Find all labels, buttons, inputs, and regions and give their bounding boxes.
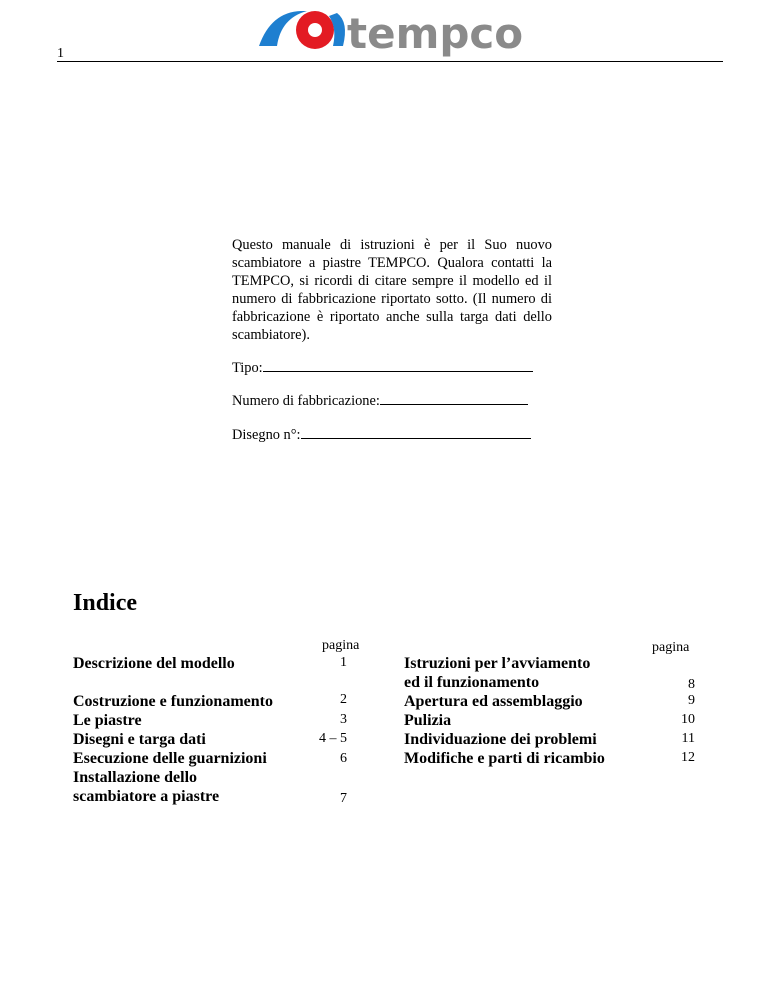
index-entry: Installazione dello	[73, 769, 198, 786]
index-entry: Disegni e targa dati	[73, 731, 206, 748]
logo-text: tempco	[347, 9, 524, 58]
index-entry: Apertura ed assemblaggio	[404, 693, 583, 710]
index-entry-page: 9	[688, 693, 695, 708]
index-title: Indice	[73, 590, 138, 616]
index-entry-page: 6	[340, 751, 347, 766]
field-tipo-label: Tipo:	[232, 360, 263, 376]
index-entry: Descrizione del modello	[73, 655, 235, 672]
index-entry-page: 8	[688, 677, 695, 692]
page-number: 1	[57, 46, 64, 61]
field-disegno-label: Disegno n°:	[232, 427, 301, 443]
intro-paragraph: Questo manuale di istruzioni è per il Suo nuovo scambiatore a piastre TEMPCO. Qualora contatti la TEMPCO, si ricordi di citare sempre il modello ed il numero di fabbricazione riportato sotto. (Il numero di fabbricazione è riportato anche sulla targa dati dello scambiatore).	[232, 237, 552, 343]
index-entry: Pulizia	[404, 712, 452, 729]
index-entry: Modifiche e parti di ricambio	[404, 750, 605, 767]
field-numero-label: Numero di fabbricazione:	[232, 393, 380, 409]
index-entry: Esecuzione delle guarnizioni	[73, 750, 267, 767]
index-entry: ed il funzionamento	[404, 674, 540, 691]
field-disegno-line	[301, 424, 531, 439]
logo-white-dot	[308, 23, 322, 37]
index-entry: Le piastre	[73, 712, 142, 729]
right-column-page-header: pagina	[652, 640, 690, 655]
index-entry-page: 2	[340, 692, 347, 707]
index-entry-page: 4 – 5	[319, 731, 347, 746]
index-entry-page: 3	[340, 712, 347, 727]
field-tipo	[232, 357, 533, 377]
index-entry-page: 11	[681, 731, 695, 746]
field-numero	[232, 390, 528, 410]
tempco-logo	[257, 6, 557, 60]
index-entry: Individuazione dei problemi	[404, 731, 597, 748]
index-entry-page: 12	[681, 750, 695, 765]
index-entry: scambiatore a piastre	[73, 788, 220, 805]
index-entry-page: 1	[340, 655, 347, 670]
field-numero-line	[380, 390, 528, 405]
index-entry-page: 10	[681, 712, 695, 727]
index-entry: Istruzioni per l’avviamento	[404, 655, 591, 672]
index-entry-page: 7	[340, 791, 347, 806]
left-column-page-header: pagina	[322, 638, 360, 653]
index-entry: Costruzione e funzionamento	[73, 693, 273, 710]
field-tipo-line	[263, 357, 533, 372]
field-disegno	[232, 424, 531, 444]
header-rule	[57, 61, 723, 62]
